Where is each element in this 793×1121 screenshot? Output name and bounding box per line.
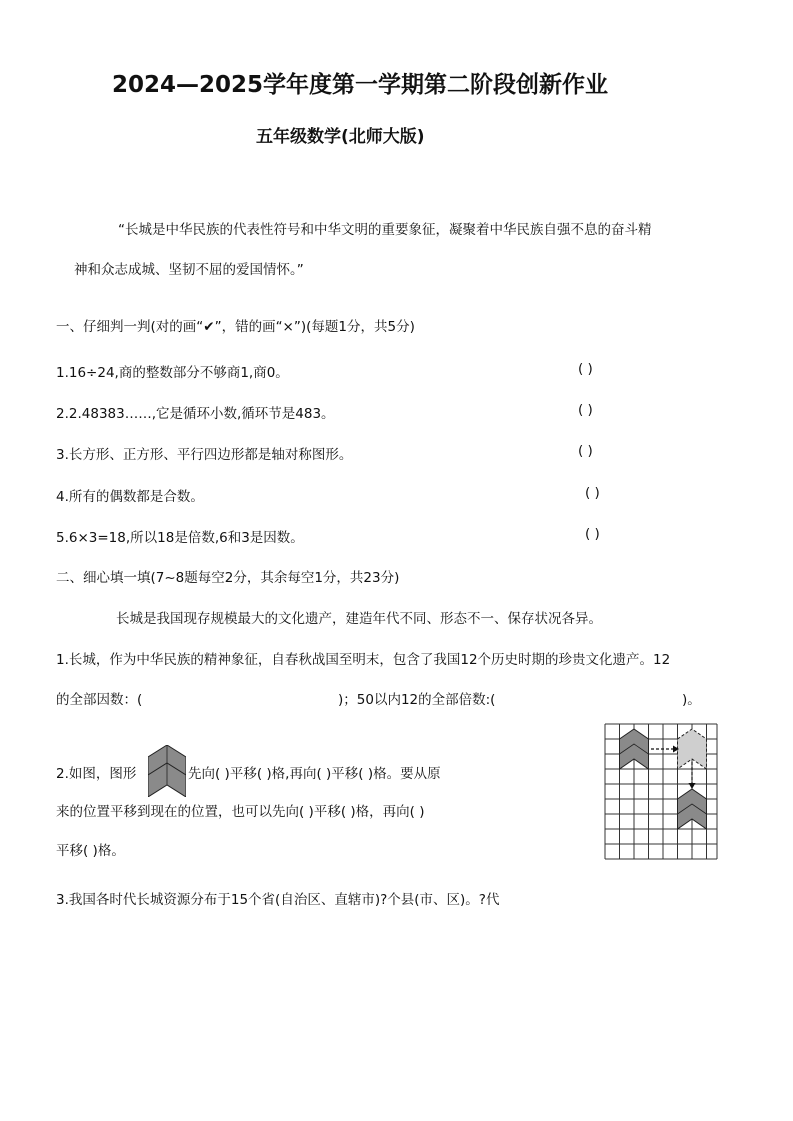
section-1-heading: 一、仔细判一判(对的画“✔”，错的画“×”)(每题1分，共5分)	[56, 319, 415, 335]
fill-q2-line-1-rest: 先向( )平移( )格,再向( )平移( )格。要从原	[188, 766, 441, 782]
page-subtitle: 五年级数学(北师大版)	[256, 127, 425, 147]
judge-item-1-answer[interactable]: ( )	[578, 361, 593, 377]
judge-item-2: 2.2.48383……,它是循环小数,循环节是483。	[56, 406, 335, 422]
fill-q2-line-1-start: 2.如图，图形	[56, 766, 137, 782]
judge-item-3: 3.长方形、正方形、平行四边形都是轴对称图形。	[56, 447, 353, 463]
judge-item-4: 4.所有的偶数都是合数。	[56, 489, 204, 505]
intro-quote-line-2: 神和众志成城、坚韧不屈的爱国情怀。”	[74, 262, 304, 278]
judge-item-1: 1.16÷24,商的整数部分不够商1,商0。	[56, 365, 289, 381]
page-title: 2024—2025学年度第一学期第二阶段创新作业	[112, 72, 609, 98]
fill-q1-line-1: 1.长城，作为中华民族的精神象征，自春秋战国至明末，包含了我国12个历史时期的珍贵文化遗产。12	[56, 652, 671, 668]
fill-q2-line-3: 平移( )格。	[56, 843, 125, 859]
judge-item-5-answer[interactable]: ( )	[585, 526, 600, 542]
fill-q1-multiples-label: )；50以内12的全部倍数:(	[338, 692, 496, 708]
section-2-heading: 二、细心填一填(7~8题每空2分，其余每空1分，共23分)	[56, 570, 400, 586]
fill-q1-end: )。	[682, 692, 701, 708]
chevron-shape-figure	[148, 745, 186, 801]
judge-item-3-answer[interactable]: ( )	[578, 443, 593, 459]
fill-q2-line-2: 来的位置平移到现在的位置，也可以先向( )平移( )格，再向( )	[56, 804, 425, 820]
judge-item-5: 5.6×3=18,所以18是倍数,6和3是因数。	[56, 530, 304, 546]
fill-q1-factors-label: 的全部因数：(	[56, 692, 143, 708]
judge-item-4-answer[interactable]: ( )	[585, 485, 600, 501]
section-2-intro: 长城是我国现存规模最大的文化遗产，建造年代不同、形态不一、保存状况各异。	[116, 611, 602, 627]
translation-grid-figure	[603, 722, 719, 866]
intro-quote-line-1: “长城是中华民族的代表性符号和中华文明的重要象征，凝聚着中华民族自强不息的奋斗精	[118, 222, 652, 238]
judge-item-2-answer[interactable]: ( )	[578, 402, 593, 418]
fill-q3-line-1: 3.我国各时代长城资源分布于15个省(自治区、直辖市)?个县(市、区)。?代	[56, 892, 500, 908]
